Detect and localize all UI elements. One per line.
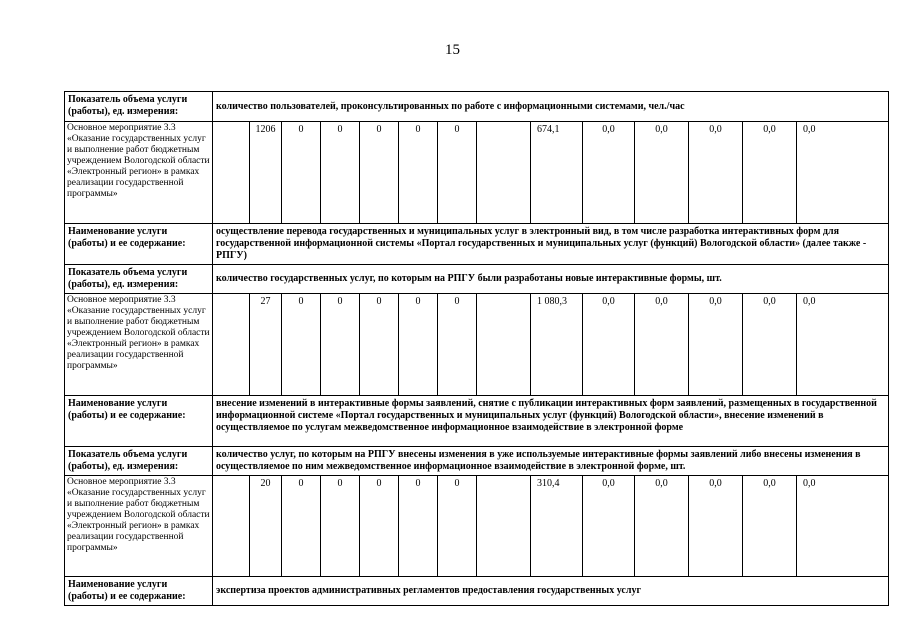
value-cell: 310,4 [531, 476, 583, 577]
value-cell [477, 122, 531, 224]
value-cell [213, 294, 250, 396]
service-text: экспертиза проектов административных регламентов предоставления государственных услуг [213, 577, 889, 606]
value-cell: 27 [250, 294, 282, 396]
value-cell: 0 [282, 294, 321, 396]
service-label: Наименование услуги (работы) и ее содержание: [65, 224, 213, 265]
value-cell: 0 [282, 476, 321, 577]
activity-name: Основное мероприятие 3.3 «Оказание государственных услуг и выполнение работ бюджетным учреждением Вологодской области «Электронный регион» в рамках реализации государственной программы» [65, 294, 213, 396]
state-assignment-table [64, 91, 889, 606]
value-cell: 0 [438, 122, 477, 224]
value-cell: 0 [282, 122, 321, 224]
value-cell: 0 [399, 294, 438, 396]
service-label: Наименование услуги (работы) и ее содержание: [65, 396, 213, 447]
value-cell: 0 [321, 294, 360, 396]
value-cell: 0,0 [583, 476, 635, 577]
value-cell: 0,0 [743, 122, 797, 224]
page-number: 15 [445, 42, 460, 58]
service-text: внесение изменений в интерактивные формы заявлений, снятие с публикации интерактивных форм заявлений, размещенных в государственной информационной системе «Портал государственных и муниципальных услуг (функций) Вологодской области», внесение изменений в осуществляемое по услугам межведомственное информационное взаимодействие в электронной форме [213, 396, 889, 447]
value-cell: 0,0 [689, 476, 743, 577]
service-row [65, 396, 889, 447]
indicator-text: количество пользователей, проконсультированных по работе с информационными системами, чел./час [213, 92, 889, 122]
value-cell [477, 476, 531, 577]
activity-row [65, 122, 889, 224]
value-cell: 0,0 [797, 294, 889, 396]
value-cell: 1206 [250, 122, 282, 224]
indicator-row [65, 92, 889, 122]
activity-row [65, 294, 889, 396]
value-cell: 674,1 [531, 122, 583, 224]
value-cell [213, 122, 250, 224]
indicator-row [65, 447, 889, 476]
service-text: осуществление перевода государственных и муниципальных услуг в электронный вид, в том числе разработка интерактивных форм для государственной информационной системы «Портал государственных и муниципальных услуг (функций) Вологодской области» (далее также - РПГУ) [213, 224, 889, 265]
value-cell: 0 [360, 122, 399, 224]
value-cell: 0 [360, 476, 399, 577]
value-cell: 0 [360, 294, 399, 396]
value-cell: 0,0 [635, 294, 689, 396]
value-cell [477, 294, 531, 396]
activity-name: Основное мероприятие 3.3 «Оказание государственных услуг и выполнение работ бюджетным учреждением Вологодской области «Электронный регион» в рамках реализации государственной программы» [65, 476, 213, 577]
value-cell: 20 [250, 476, 282, 577]
value-cell: 0,0 [743, 476, 797, 577]
value-cell: 0,0 [743, 294, 797, 396]
value-cell: 0,0 [635, 122, 689, 224]
value-cell [213, 476, 250, 577]
indicator-label: Показатель объема услуги (работы), ед. измерения: [65, 265, 213, 294]
value-cell: 0,0 [797, 476, 889, 577]
value-cell: 0 [399, 122, 438, 224]
value-cell: 0 [438, 476, 477, 577]
indicator-text: количество услуг, по которым на РПГУ внесены изменения в уже используемые интерактивные формы заявлений либо внесены изменения в осуществляемое по ним межведомственное информационное взаимодействие в электронной форме, шт. [213, 447, 889, 476]
indicator-label: Показатель объема услуги (работы), ед. измерения: [65, 447, 213, 476]
value-cell: 0,0 [635, 476, 689, 577]
activity-name: Основное мероприятие 3.3 «Оказание государственных услуг и выполнение работ бюджетным учреждением Вологодской области «Электронный регион» в рамках реализации государственной программы» [65, 122, 213, 224]
value-cell: 1 080,3 [531, 294, 583, 396]
value-cell: 0,0 [583, 122, 635, 224]
value-cell: 0 [321, 476, 360, 577]
value-cell: 0,0 [689, 122, 743, 224]
value-cell: 0,0 [797, 122, 889, 224]
service-row [65, 224, 889, 265]
activity-row [65, 476, 889, 577]
value-cell: 0 [438, 294, 477, 396]
indicator-text: количество государственных услуг, по которым на РПГУ были разработаны новые интерактивные формы, шт. [213, 265, 889, 294]
value-cell: 0 [321, 122, 360, 224]
value-cell: 0,0 [689, 294, 743, 396]
value-cell: 0,0 [583, 294, 635, 396]
service-row [65, 577, 889, 606]
service-label: Наименование услуги (работы) и ее содержание: [65, 577, 213, 606]
indicator-label: Показатель объема услуги (работы), ед. измерения: [65, 92, 213, 122]
indicator-row [65, 265, 889, 294]
value-cell: 0 [399, 476, 438, 577]
